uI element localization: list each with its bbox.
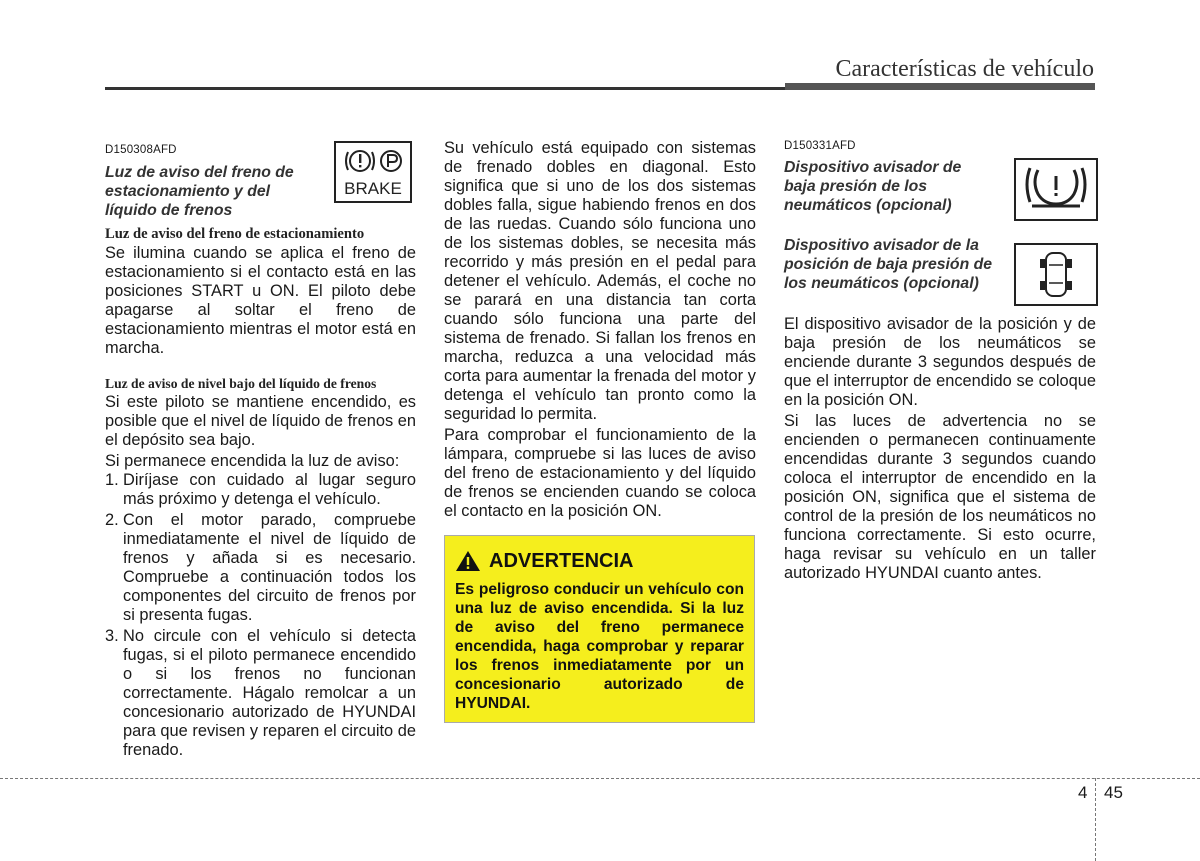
- footer-divider: [1095, 778, 1096, 861]
- middle-paragraph-1: Su vehículo está equipado con sistemas de frenado dobles en diagonal. Esto significa que si uno de los dos sistemas dobles falla, sigue habiendo frenos en dos de las ruedas. Cuando sólo funciona uno de los sistemas dobles, se necesita más recorrido y más presión en el pedal para detener el vehículo. Además, el coche no se parará en una distancia tan corta cuando sólo funciona una parte del sistema de frenado. Si fallan los frenos en marcha, reduzca a una velocidad más corta para aumentar la frenada del motor y detenga el vehículo tan pronto como la seguridad lo permita.: [444, 139, 756, 423]
- right-paragraph-2: Si las luces de advertencia no se encienden o permanecen continuamente encendidas durante 3 segundos cuando coloca el interruptor de encendido en la posición ON, significa que el sistema de control de la presión de los neumáticos no funciona correctamente. Si esto ocurre, haga revisar su vehículo en un taller autorizado HYUNDAI cuanto antes.: [784, 412, 1096, 582]
- chapter-number: 4: [1078, 783, 1088, 802]
- tire-position-subhead: Dispositivo avisador de la posición de baja presión de los neumáticos (opcional): [784, 237, 993, 292]
- header-rule-accent: [785, 83, 1095, 90]
- warning-triangle-icon: [455, 550, 481, 572]
- warning-title: ADVERTENCIA: [455, 548, 744, 574]
- section1-body: Se ilumina cuando se aplica el freno de estacionamiento si el contacto está en las posiciones START u ON. El piloto debe apagarse al soltar el freno de estacionamiento mientras el motor está en marcha.: [105, 244, 416, 357]
- svg-text:BRAKE: BRAKE: [344, 179, 402, 198]
- warning-box: [444, 535, 755, 723]
- section1-heading: Luz de aviso del freno de estacionamiento: [105, 226, 365, 242]
- left-column: [105, 143, 416, 760]
- section2-heading: Luz de aviso de nivel bajo del líquido de frenos: [105, 376, 377, 391]
- section-code: D150331AFD: [784, 140, 856, 152]
- tire-position-icon: [1014, 243, 1098, 306]
- list-item: 3. No circule con el vehículo si detecta fugas, si el piloto permanece encendido o si los frenos no funcionan correctamente. Hágalo remolcar a un concesionario autorizado de HYUNDAI para que revisen y reparen el circuito de frenado.: [105, 627, 416, 759]
- list-item: 2. Con el motor parado, compruebe inmediatamente el nivel de líquido de frenos y añada si es necesario. Compruebe a continuación todos los componentes del circuito de frenos por si presenta fugas.: [105, 511, 416, 624]
- list-item: 1. Diríjase con cuidado al lugar seguro más próximo y detenga el vehículo.: [105, 471, 416, 508]
- middle-column: [444, 139, 756, 521]
- section-subhead: Luz de aviso del freno de estacionamiento y del líquido de frenos: [105, 164, 294, 219]
- footer-rule: [0, 778, 1200, 779]
- middle-paragraph-2: Para comprobar el funcionamiento de la lámpara, compruebe si las luces de aviso del freno de estacionamiento y del líquido de frenos se encienden cuando se coloca el contacto en la posición ON.: [444, 426, 756, 520]
- brake-warning-icon: [334, 141, 412, 203]
- tpms-warning-icon: [1014, 158, 1098, 221]
- right-paragraph-1: El dispositivo avisador de la posición y de baja presión de los neumáticos se enciende durante 3 segundos después de que el interruptor de encendido se coloque en la posición ON.: [784, 315, 1096, 409]
- tpms-subhead: Dispositivo avisador de baja presión de los neumáticos (opcional): [784, 159, 962, 214]
- section2-body1: Si este piloto se mantiene encendido, es posible que el nivel de líquido de frenos en el depósito sea bajo.: [105, 393, 416, 449]
- warning-body: Es peligroso conducir un vehículo con una luz de aviso encendida. Si la luz de aviso del freno permanece encendida, haga comprobar y reparar los frenos inmediatamente por un concesionario autorizado de HYUNDAI.: [455, 581, 744, 712]
- page-header-title: Características de vehículo: [835, 56, 1094, 82]
- steps-list: [105, 471, 416, 760]
- section-code: D150308AFD: [105, 144, 177, 156]
- section2-body2: Si permanece encendida la luz de aviso:: [105, 452, 400, 470]
- page-number: 45: [1104, 783, 1123, 802]
